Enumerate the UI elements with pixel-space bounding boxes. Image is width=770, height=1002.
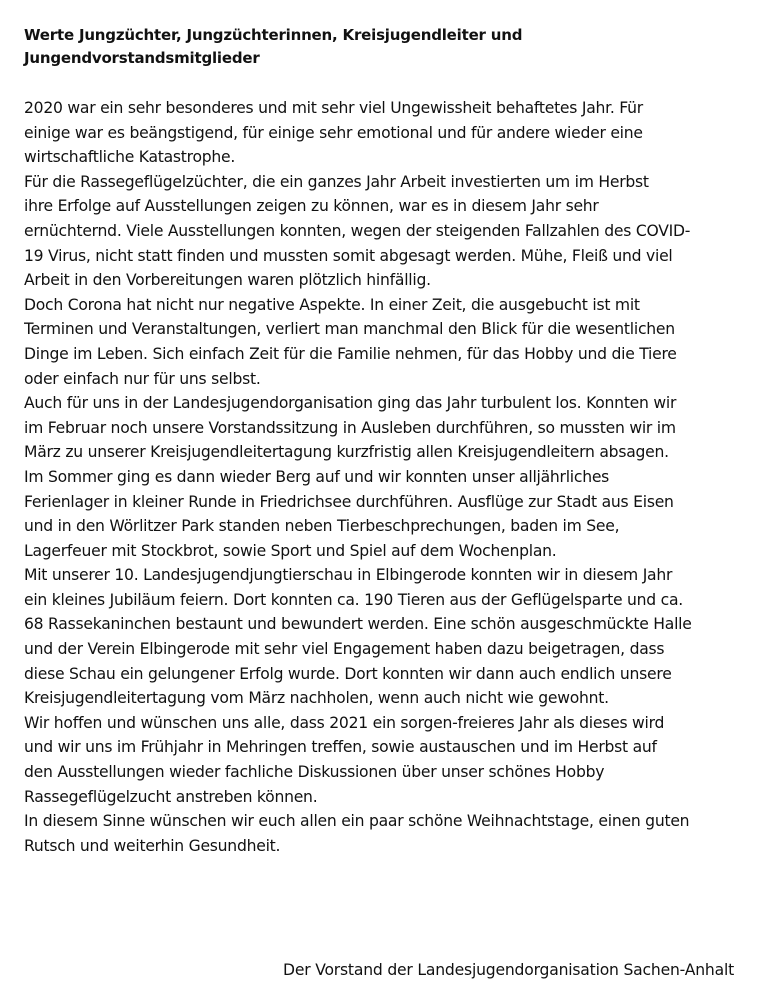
body-line: Lagerfeuer mit Stockbrot, sowie Sport und Spiel auf dem Wochenplan. — [24, 541, 557, 560]
body-line: wirtschaftliche Katastrophe. — [24, 148, 236, 167]
body-line: 2020 war ein sehr besonderes und mit sehr viel Ungewissheit behaftetes Jahr. Für — [24, 99, 643, 117]
body-line: den Ausstellungen wieder fachliche Diskussionen über unser schönes Hobby — [24, 763, 605, 782]
body-line: ihre Erfolge auf Ausstellungen zeigen zu können, war es in diesem Jahr sehr — [24, 197, 599, 216]
body-line: Im Sommer ging es dann wieder Berg auf und wir konnten unser alljährliches — [24, 467, 610, 486]
letter-body — [24, 96, 764, 858]
salutation-line: Werte Jungzüchter, Jungzüchterinnen, Kreisjugendleiter und — [24, 26, 523, 44]
body-line: im Februar noch unsere Vorstandssitzung in Ausleben durchführen, so mussten wir im — [24, 418, 676, 437]
body-line: Rutsch und weiterhin Gesundheit. — [24, 836, 281, 855]
body-line: und der Verein Elbingerode mit sehr viel Engagement haben dazu beigetragen, dass — [24, 640, 665, 659]
body-line: Auch für uns in der Landesjugendorganisation ging das Jahr turbulent los. Konnten wir — [24, 394, 677, 413]
body-line: ein kleines Jubiläum feiern. Dort konnten ca. 190 Tieren aus der Geflügelsparte und ca. — [24, 590, 683, 609]
body-line: 19 Virus, nicht statt finden und mussten somit abgesagt werden. Mühe, Fleiß und viel — [24, 246, 673, 265]
body-line: In diesem Sinne wünschen wir euch allen ein paar schöne Weihnachtstage, einen guten — [24, 812, 690, 831]
body-line: Mit unserer 10. Landesjugendjungtierschau in Elbingerode konnten wir in diesem Jahr — [24, 566, 673, 585]
body-line: und in den Wörlitzer Park standen neben Tierbeschprechungen, baden im See, — [24, 517, 620, 536]
body-line: Rassegeflügelzucht anstreben können. — [24, 787, 318, 806]
body-line: ernüchternd. Viele Ausstellungen konnten, wegen der steigenden Fallzahlen des COVID- — [24, 221, 691, 240]
body-line: Terminen und Veranstaltungen, verliert man manchmal den Blick für die wesentlichen — [24, 320, 675, 339]
body-line: oder einfach nur für uns selbst. — [24, 369, 261, 388]
body-line: Dinge im Leben. Sich einfach Zeit für die Familie nehmen, für das Hobby und die Tiere — [24, 344, 677, 363]
body-line: Wir hoffen und wünschen uns alle, dass 2021 ein sorgen-freieres Jahr als dieses wird — [24, 713, 665, 732]
body-line: und wir uns im Frühjahr in Mehringen treffen, sowie austauschen und im Herbst auf — [24, 738, 657, 757]
body-line: 68 Rassekaninchen bestaunt und bewundert werden. Eine schön ausgeschmückte Halle — [24, 615, 692, 634]
signature: Der Vorstand der Landesjugendorganisation Sachen-Anhalt — [283, 961, 734, 979]
body-line: Für die Rassegeflügelzüchter, die ein ganzes Jahr Arbeit investierten um im Herbst — [24, 172, 649, 191]
salutation-line: Jungendvorstandsmitglieder — [24, 49, 260, 67]
body-line: Doch Corona hat nicht nur negative Aspekte. In einer Zeit, die ausgebucht ist mit — [24, 295, 640, 314]
body-line: diese Schau ein gelungener Erfolg wurde. Dort konnten wir dann auch endlich unsere — [24, 664, 672, 683]
body-line: Ferienlager in kleiner Runde in Friedrichsee durchführen. Ausflüge zur Stadt aus Eisen — [24, 492, 674, 511]
body-line: März zu unserer Kreisjugendleitertagung kurzfristig allen Kreisjugendleitern absagen. — [24, 443, 669, 462]
body-line: Arbeit in den Vorbereitungen waren plötzlich hinfällig. — [24, 271, 431, 290]
body-line: einige war es beängstigend, für einige sehr emotional und für andere wieder eine — [24, 123, 643, 142]
salutation — [24, 24, 744, 70]
body-line: Kreisjugendleitertagung vom März nachholen, wenn auch nicht wie gewohnt. — [24, 689, 609, 708]
